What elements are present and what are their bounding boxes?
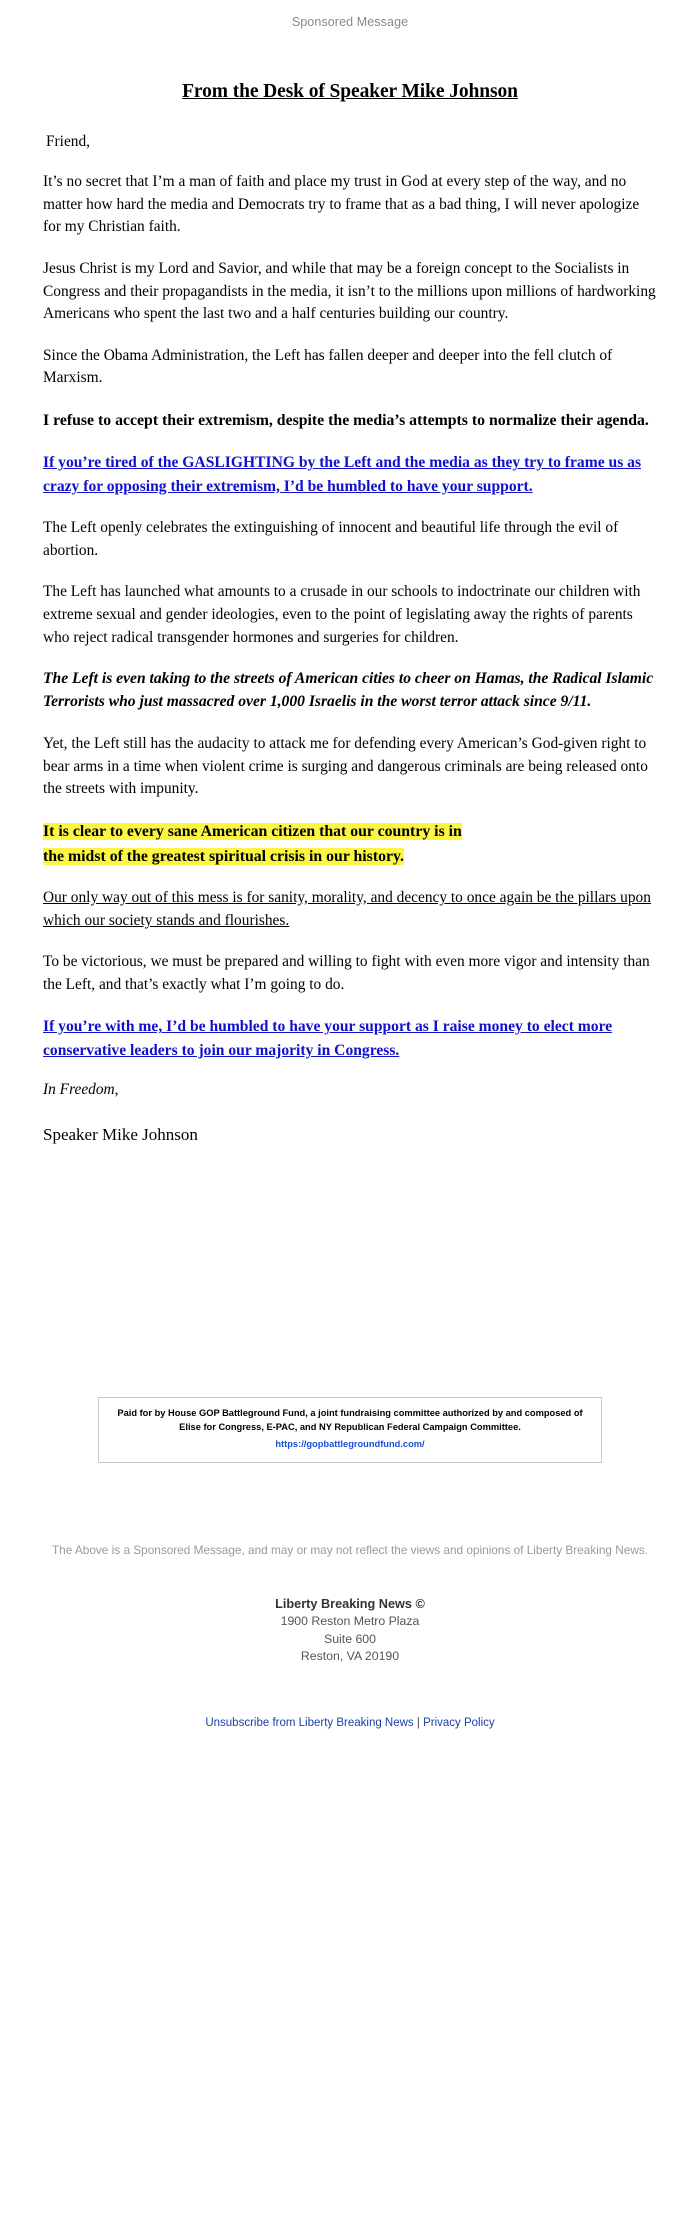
footer-address-line-3: Reston, VA 20190 [300, 1648, 400, 1663]
footer-address-line-1: 1900 Reston Metro Plaza [280, 1614, 420, 1629]
paragraph-2: Jesus Christ is my Lord and Savior, and while that may be a foreign concept to the Socialists in Congress and their propagandists in the media, it isn’t to the millions upon millions of hardworking Americans who spent the last two and a half centuries building our country. [43, 259, 656, 323]
link-separator: | [413, 1717, 424, 1730]
footer-address [41, 1595, 659, 1665]
letter-container [0, 81, 700, 1749]
paragraph-9-underlined: Our only way out of this mess is for sanity, morality, and decency to once again be the pillars upon which our society stands and flourishes. [43, 888, 651, 929]
signature: Speaker Mike Johnson [43, 1125, 198, 1145]
footer-address-line-2: Suite 600 [324, 1631, 376, 1646]
sponsored-message-label: Sponsored Message [291, 15, 409, 29]
footer-links [41, 1717, 659, 1749]
paragraph-4-bold: I refuse to accept their extremism, despite the media’s attempts to normalize their agenda. [43, 412, 649, 430]
highlighted-statement [43, 820, 656, 870]
disclosure-text: Paid for by House GOP Battleground Fund, a joint fundraising committee authorized by and composed of Elise for Congress, E-PAC, and NY Republican Federal Campaign Committee. [117, 1408, 583, 1432]
paragraph-1: It’s no secret that I’m a man of faith and place my trust in God at every step of the way, and no matter how hard the media and Democrats try to frame that as a bad thing, I will never apologize for my Christian faith. [43, 173, 640, 236]
paragraph-6: The Left has launched what amounts to a crusade in our schools to indoctrinate our children with extreme sexual and gender ideologies, even to the point of legislating away the rights of parents who reject radical transgender hormones and surgeries for children. [43, 583, 641, 646]
paragraph-10: To be victorious, we must be prepared and willing to fight with even more vigor and intensity than the Left, and that’s exactly what I’m going to do. [43, 953, 650, 993]
closing-line: In Freedom, [43, 1081, 119, 1099]
footer-brand: Liberty Breaking News © [275, 1597, 425, 1612]
donate-link-with-me[interactable]: If you’re with me, I’d be humbled to have your support as I raise money to elect more conservative leaders to join our majority in Congress. [43, 1018, 613, 1059]
salutation: Friend, [46, 133, 91, 150]
highlight-line-2: the midst of the greatest spiritual crisis in our history. [43, 848, 404, 866]
page-title: From the Desk of Speaker Mike Johnson [182, 81, 518, 102]
paragraph-5: The Left openly celebrates the extinguishing of innocent and beautiful life through the evil of abortion. [43, 519, 619, 559]
donate-link-gaslighting[interactable]: If you’re tired of the GASLIGHTING by the Left and the media as they try to frame us as crazy for opposing their extremism, I’d be humbled to have your support. [43, 454, 642, 495]
paragraph-7-bold-italic: The Left is even taking to the streets of American cities to cheer on Hamas, the Radical Islamic Terrorists who just massacred over 1,000 Israelis in the worst terror attack since 9/11. [43, 670, 654, 711]
letter-body [41, 133, 659, 1145]
paid-for-disclosure-box [98, 1397, 602, 1463]
highlight-line-1: It is clear to every sane American citizen that our country is in [43, 823, 462, 841]
spacer [41, 1145, 659, 1397]
paragraph-3: Since the Obama Administration, the Left has fallen deeper and deeper into the fell clutch of Marxism. [43, 346, 613, 387]
privacy-policy-link[interactable]: Privacy Policy [423, 1717, 495, 1730]
sponsored-disclaimer: The Above is a Sponsored Message, and may or may not reflect the views and opinions of Liberty Breaking News. [51, 1543, 649, 1558]
unsubscribe-link[interactable]: Unsubscribe from Liberty Breaking News [205, 1717, 414, 1730]
disclosure-link[interactable]: https://gopbattlegroundfund.com/ [275, 1439, 425, 1450]
paragraph-8: Yet, the Left still has the audacity to attack me for defending every American’s God-given right to bear arms in a time when violent crime is surging and dangerous criminals are being released onto the streets with impunity. [43, 735, 648, 798]
